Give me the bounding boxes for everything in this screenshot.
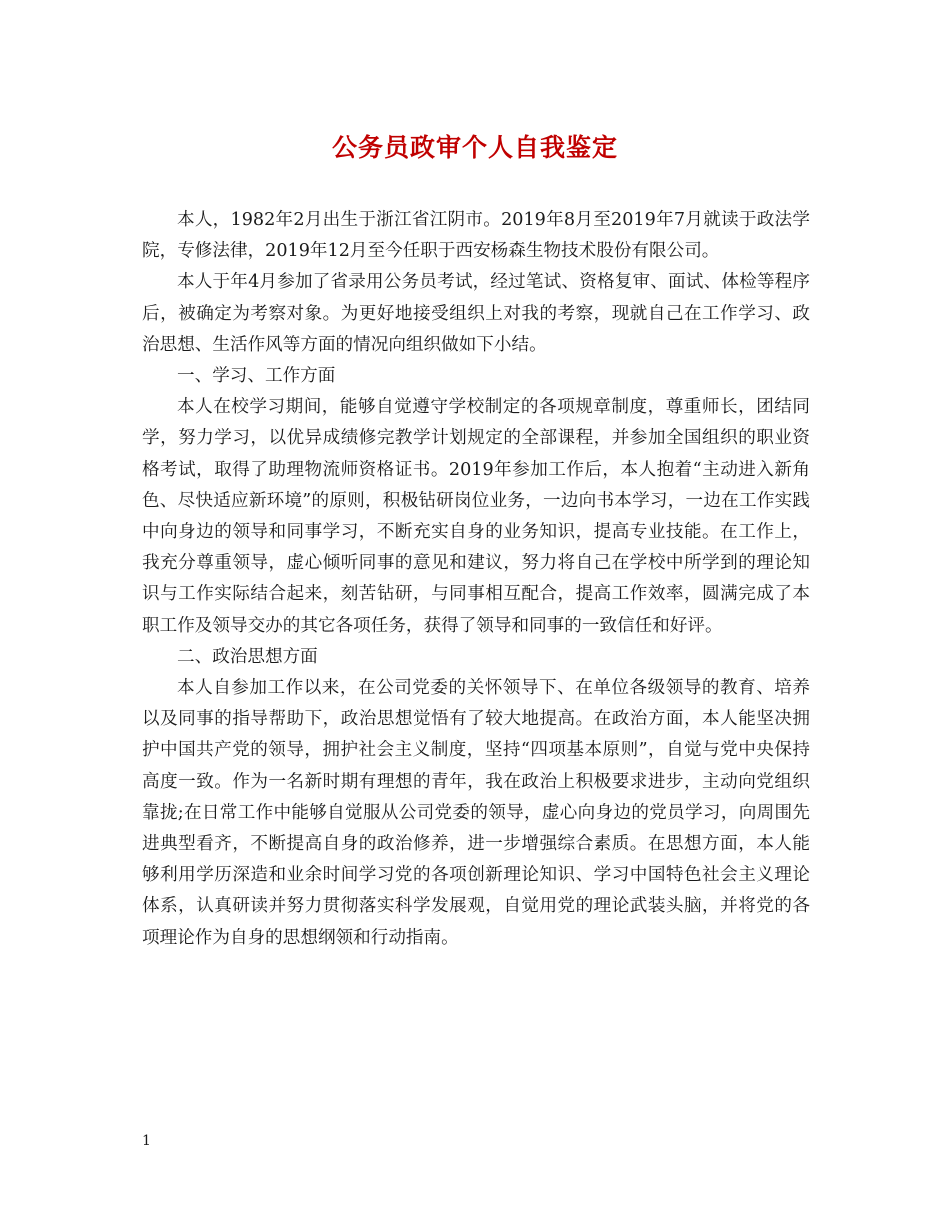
document-title: 公务员政审个人自我鉴定 [331,133,618,162]
section-heading-study-work: 一、学习、工作方面 [177,366,336,387]
paragraph-political-thought: 本人自参加工作以来，在公司党委的关怀领导下、在单位各级领导的教育、培养以及同事的指导帮助下，政治思想觉悟有了较大地提高。在政治方面，本人能坚决拥护中国共产党的领导，拥护社会主义制度，坚持“四项基本原则”，自觉与党中央保持高度一致。作为一名新时期有理想的青年，我在政治上积极要求进步，主动向党组织靠拢;在日常工作中能够自觉服从公司党委的领导，虚心向身边的党员学习，向周围先进典型看齐，不断提高自身的政治修养，进一步增强综合素质。在思想方面，本人能够利用学历深造和业余时间学习党的各项创新理论知识、学习中国特色社会主义理论体系，认真研读并努力贯彻落实科学发展观，自觉用党的理论武装头脑，并将党的各项理论作为自身的思想纲领和行动指南。 [142,678,810,948]
document-body [142,205,810,954]
page-number: 1 [142,1133,151,1149]
section-heading-political-thought: 二、政治思想方面 [177,646,318,667]
paragraph-exam-summary: 本人于年4月参加了省录用公务员考试，经过笔试、资格复审、面试、体检等程序后，被确定为考察对象。为更好地接受组织上对我的考察，现就自己在工作学习、政治思想、生活作风等方面的情况向组织做如下小结。 [142,272,810,355]
paragraph-study-work: 本人在校学习期间，能够自觉遵守学校制定的各项规章制度，尊重师长，团结同学，努力学习，以优异成绩修完教学计划规定的全部课程，并参加全国组织的职业资格考试，取得了助理物流师资格证书。2019年参加工作后，本人抱着“主动进入新角色、尽快适应新环境”的原则，积极钻研岗位业务，一边向书本学习，一边在工作实践中向身边的领导和同事学习，不断充实自身的业务知识，提高专业技能。在工作上，我充分尊重领导，虚心倾听同事的意见和建议，努力将自己在学校中所学到的理论知识与工作实际结合起来，刻苦钻研，与同事相互配合，提高工作效率，圆满完成了本职工作及领导交办的其它各项任务，获得了领导和同事的一致信任和好评。 [142,397,810,636]
paragraph-personal-info: 本人，1982年2月出生于浙江省江阴市。2019年8月至2019年7月就读于政法学院，专修法律，2019年12月至今任职于西安杨森生物技术股份有限公司。 [142,210,810,262]
